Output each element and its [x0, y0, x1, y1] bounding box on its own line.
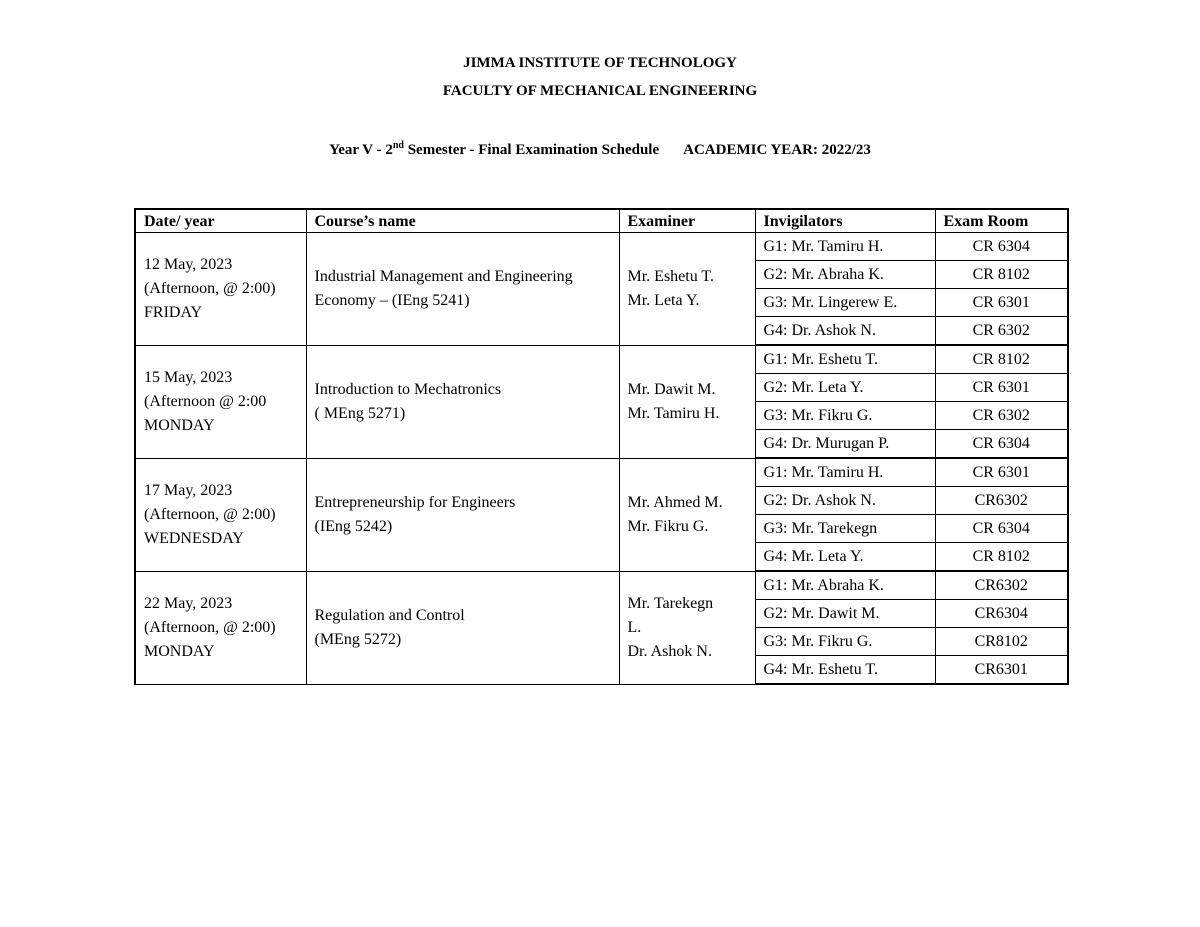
exam-room-cell: CR 6302 [935, 402, 1068, 430]
column-header-course: Course’s name [306, 209, 619, 233]
academic-year: ACADEMIC YEAR: 2022/23 [683, 142, 871, 158]
course-name-cell-line: ( MEng 5271) [314, 404, 406, 422]
faculty-title: FACULTY OF MECHANICAL ENGINEERING [442, 83, 758, 99]
table-row [135, 233, 1068, 261]
exam-date-cell-line: MONDAY [144, 642, 215, 660]
exam-room-cell: CR 6301 [935, 374, 1068, 402]
schedule-ordinal-suffix: nd [392, 140, 404, 151]
invigilator-cell: G3: Mr. Fikru G. [755, 402, 935, 430]
exam-date-cell-line: 22 May, 2023 [144, 594, 233, 612]
exam-room-cell: CR6301 [935, 656, 1068, 685]
exam-room-cell: CR 6302 [935, 317, 1068, 346]
exam-room-cell: CR 6304 [935, 430, 1068, 459]
exam-date-cell [135, 571, 306, 684]
invigilator-cell: G3: Mr. Tarekegn [755, 515, 935, 543]
course-name-cell [306, 571, 619, 684]
exam-date-cell-line: 12 May, 2023 [144, 255, 233, 273]
course-name-cell [306, 233, 619, 346]
invigilator-cell: G1: Mr. Abraha K. [755, 571, 935, 600]
exam-date-cell [135, 233, 306, 346]
table-row [135, 458, 1068, 487]
exam-date-cell-line: MONDAY [144, 416, 215, 434]
course-name-cell-line: Economy – (IEng 5241) [314, 291, 470, 309]
exam-room-cell: CR 8102 [935, 261, 1068, 289]
invigilator-cell: G1: Mr. Eshetu T. [755, 345, 935, 374]
exam-room-cell: CR 6301 [935, 289, 1068, 317]
exam-date-cell-line: (Afternoon @ 2:00 [144, 392, 267, 410]
column-header-invigilators: Invigilators [755, 209, 935, 233]
course-name-cell-line: (IEng 5242) [314, 517, 393, 535]
exam-date-cell-line: (Afternoon, @ 2:00) [144, 618, 276, 636]
column-header-examiner: Examiner [619, 209, 755, 233]
examiner-cell [619, 233, 755, 346]
examiner-cell-line: Mr. Leta Y. [627, 291, 700, 309]
invigilator-cell: G4: Dr. Murugan P. [755, 430, 935, 459]
examiner-cell-line: Mr. Tamiru H. [627, 404, 720, 422]
schedule-title [0, 140, 1200, 159]
examiner-cell-line: Mr. Dawit M. [627, 380, 716, 398]
course-name-cell-line: (MEng 5272) [314, 630, 402, 648]
invigilator-cell: G4: Mr. Leta Y. [755, 543, 935, 572]
examiner-cell-line: Mr. Eshetu T. [627, 267, 715, 285]
table-header-row [135, 209, 1068, 233]
course-name-cell-line: Introduction to Mechatronics [314, 380, 502, 398]
exam-room-cell: CR 8102 [935, 345, 1068, 374]
column-header-exam-room: Exam Room [935, 209, 1068, 233]
exam-date-cell-line: 15 May, 2023 [144, 368, 233, 386]
table-row [135, 571, 1068, 600]
table-row [135, 345, 1068, 374]
exam-schedule-table [134, 208, 1069, 685]
course-name-cell-line: Industrial Management and Engineering [314, 267, 573, 285]
table-body [135, 233, 1068, 685]
examiner-cell-line: Mr. Ahmed M. [627, 493, 723, 511]
course-name-cell [306, 345, 619, 458]
examiner-cell-line: Mr. Fikru G. [627, 517, 709, 535]
exam-room-cell: CR6302 [935, 487, 1068, 515]
invigilator-cell: G4: Dr. Ashok N. [755, 317, 935, 346]
exam-room-cell: CR6304 [935, 600, 1068, 628]
exam-date-cell [135, 345, 306, 458]
invigilator-cell: G4: Mr. Eshetu T. [755, 656, 935, 685]
exam-date-cell-line: WEDNESDAY [144, 529, 244, 547]
invigilator-cell: G2: Mr. Leta Y. [755, 374, 935, 402]
exam-room-cell: CR 6301 [935, 458, 1068, 487]
invigilator-cell: G1: Mr. Tamiru H. [755, 458, 935, 487]
course-name-cell-line: Regulation and Control [314, 606, 465, 624]
exam-date-cell-line: (Afternoon, @ 2:00) [144, 279, 276, 297]
institution-title: JIMMA INSTITUTE OF TECHNOLOGY [463, 55, 737, 71]
column-header-date: Date/ year [135, 209, 306, 233]
examiner-cell-line: L. [627, 618, 642, 636]
exam-date-cell [135, 458, 306, 571]
exam-room-cell: CR6302 [935, 571, 1068, 600]
examiner-cell-line: Dr. Ashok N. [627, 642, 712, 660]
invigilator-cell: G3: Mr. Lingerew E. [755, 289, 935, 317]
exam-date-cell-line: 17 May, 2023 [144, 481, 233, 499]
examiner-cell [619, 345, 755, 458]
invigilator-cell: G2: Mr. Dawit M. [755, 600, 935, 628]
examiner-cell-line: Mr. Tarekegn [627, 594, 714, 612]
exam-date-cell-line: (Afternoon, @ 2:00) [144, 505, 276, 523]
invigilator-cell: G2: Mr. Abraha K. [755, 261, 935, 289]
exam-room-cell: CR 8102 [935, 543, 1068, 572]
course-name-cell-line: Entrepreneurship for Engineers [314, 493, 516, 511]
exam-date-cell-line: FRIDAY [144, 303, 203, 321]
examiner-cell [619, 458, 755, 571]
invigilator-cell: G2: Dr. Ashok N. [755, 487, 935, 515]
schedule-suffix: Semester - Final Examination Schedule [403, 142, 660, 158]
exam-room-cell: CR8102 [935, 628, 1068, 656]
exam-room-cell: CR 6304 [935, 515, 1068, 543]
schedule-prefix: Year V - 2 [329, 142, 393, 158]
exam-room-cell: CR 6304 [935, 233, 1068, 261]
invigilator-cell: G1: Mr. Tamiru H. [755, 233, 935, 261]
course-name-cell [306, 458, 619, 571]
examiner-cell [619, 571, 755, 684]
invigilator-cell: G3: Mr. Fikru G. [755, 628, 935, 656]
